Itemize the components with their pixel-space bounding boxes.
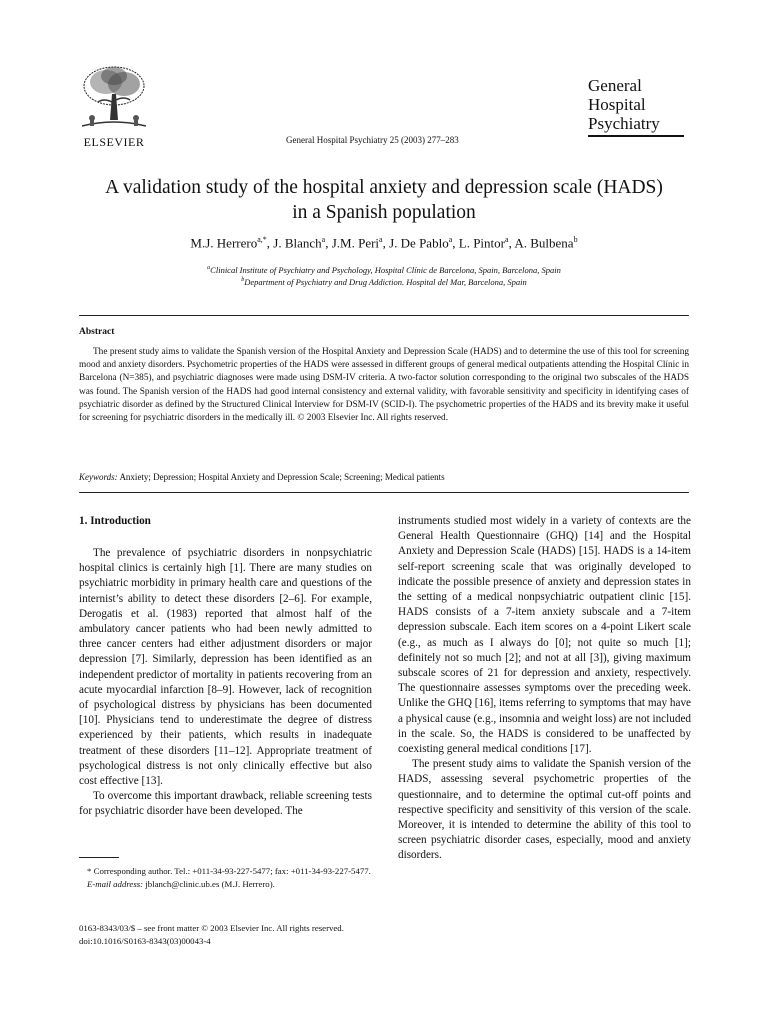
elsevier-tree-icon [76,62,152,134]
footnote [79,865,372,890]
front-matter [79,922,409,947]
corresponding-author: * Corresponding author. Tel.: +011-34-93-227-5477; fax: +011-34-93-227-5477. [87,866,371,876]
journal-logo [588,76,688,137]
author-affiliation-mark: a [379,235,383,244]
author-separator: , [325,235,332,251]
divider [79,315,689,316]
abstract-text: The present study aims to validate the Spanish version of the Hospital Anxiety and Depression Scale (HADS) and to determine the use of this tool for screening mood and anxiety disorders. Psychometric properties of the HADS were assessed in different groups of general medical outpatients attending the Hospital Clínic in Barcelona (N=385), and psychiatric diagnoses were made using DSM-IV criteria. A two-factor solution corresponding to the original two subscales of the HADS was found. The Spanish version of the HADS had good internal consistency and external validity, with favorable sensitivity and specificity in identifying cases of psychiatric disorder as defined by the Structured Clinical Interview for DSM-IV (SCID-I). The psychometric properties of the HADS and its brevity make it useful for screening for psychiatric disorders in the medically ill. © 2003 Elsevier Inc. All rights reserved. [79,347,689,424]
affiliation-text: Clinical Institute of Psychiatry and Psychology, Hospital Clínic de Barcelona, Spain, Barcelona, Spain [210,265,561,275]
paragraph: The prevalence of psychiatric disorders in nonpsychiatric hospital clinics is certainly high [1]. There are many studies on psychiatric morbidity in primary health care and questions of the internist’s ability to detect these disorders [2–6]. For example, Derogatis et al. (1983) reported that almost half of the ambulatory cancer patients who had been newly admitted to three cancer centers had either adjustment disorders or major depression [7]. Similarly, depression has been identified as an independent predictor of mortality in patients recovering from an acute myocardial infarction [8–9]. However, lack of recognition of psychological distress by physicians has been documented [10]. Physicians tend to underestimate the degree of distress experienced by their patients, which results in inadequate treatment of these disorders [11–12]. Appropriate treatment of psychological distress is not only clinically effective but also cost effective [13]. [79,547,372,788]
title-line: A validation study of the hospital anxiety and depression scale (HADS) [105,177,663,198]
affiliation [60,277,708,287]
left-column [79,546,372,820]
paragraph: The present study aims to validate the Spanish version of the HADS, assessing several psychometric properties of the questionnaire, and to determine the optimal cut-off points and respective specificity and sensitivity of this version of the scale. Moreover, it is intended to determine the ability of this tool to screen psychiatric disorder cases, especially, mood and anxiety disorders. [398,758,691,862]
author-name: J. Blanch [273,235,322,251]
publisher-name: ELSEVIER [83,135,145,149]
journal-logo-line: General [588,76,642,95]
journal-logo-line: Hospital [588,95,646,114]
copyright-line: 0163-8343/03/$ – see front matter © 2003 Elsevier Inc. All rights reserved. [79,923,344,933]
email-address[interactable]: jblanch@clinic.ub.es (M.J. Herrero). [145,878,275,889]
author-separator: , [382,235,390,251]
divider [79,492,689,493]
author-separator: , [266,235,274,251]
author-affiliation-mark: a [448,235,453,244]
author-name: A. Bulbena [514,235,574,251]
affiliation-text: Department of Psychiatry and Drug Addiction. Hospital del Mar, Barcelona, Spain [244,277,527,287]
author-name: J.M. Peri [331,235,380,251]
author-separator: , [508,235,515,251]
journal-logo-rule [588,135,684,137]
email-line [79,878,372,891]
doi-line[interactable]: doi:10.1016/S0163-8343(03)00043-4 [79,935,211,946]
author-name: J. De Pablo [389,235,449,251]
paragraph: To overcome this important drawback, reliable screening tests for psychiatric disorder have been developed. The [79,790,372,818]
journal-logo-line: Psychiatry [588,114,660,133]
author-affiliation-mark: b [573,235,578,244]
right-column [398,514,691,864]
email-label: E-mail address: [87,878,144,889]
keywords [79,472,689,482]
paragraph: instruments studied most widely in a variety of contexts are the General Health Questionnaire (GHQ) [14] and the Hospital Anxiety and Depression Scale (HADS) [15]. HADS is a 14-item self-report screening scale that was originally developed to indicate the possible presence of anxiety and depression states in the setting of a medical nonpsychiatric outpatient clinic [15]. HADS consists of a 7-item anxiety subscale and a 7-item depression subscale. Each item scores on a 4-point Likert scale (e.g., as much as I always do [0]; not quite so much [1]; definitely not so much [2]; and not at all [3]), giving maximum subscale scores of 21 for depression and anxiety, respectively. The questionnaire assesses symptoms over the preceding week. Unlike the GHQ [16], items referring to symptoms that may have a physical cause (e.g., insomnia and weight loss) are not included in the scale. So, the HADS is considered to be unaffected by coexisting general medical conditions [17]. [398,515,691,756]
author-name: L. Pintor [458,235,505,251]
author-affiliation-mark: a,* [257,235,267,244]
journal-reference: General Hospital Psychiatry 25 (2003) 277–283 [286,135,459,145]
author-list [60,235,708,251]
affiliation-mark: a [207,265,211,272]
author-affiliation-mark: a [505,235,509,244]
author-separator: , [452,235,459,251]
author-affiliation-mark: a [321,235,326,244]
keywords-label: Keywords: [79,472,118,482]
section-heading: 1. Introduction [79,515,151,527]
keywords-list: Anxiety; Depression; Hospital Anxiety and Depression Scale; Screening; Medical patients [119,472,445,482]
footnote-rule [79,857,119,858]
abstract-heading: Abstract [79,327,115,337]
article-title [60,175,708,225]
affiliation [60,265,708,275]
author-name: M.J. Herrero [190,235,258,251]
affiliation-mark: b [241,277,245,284]
title-line: in a Spanish population [292,202,476,223]
publisher-logo [76,62,152,150]
